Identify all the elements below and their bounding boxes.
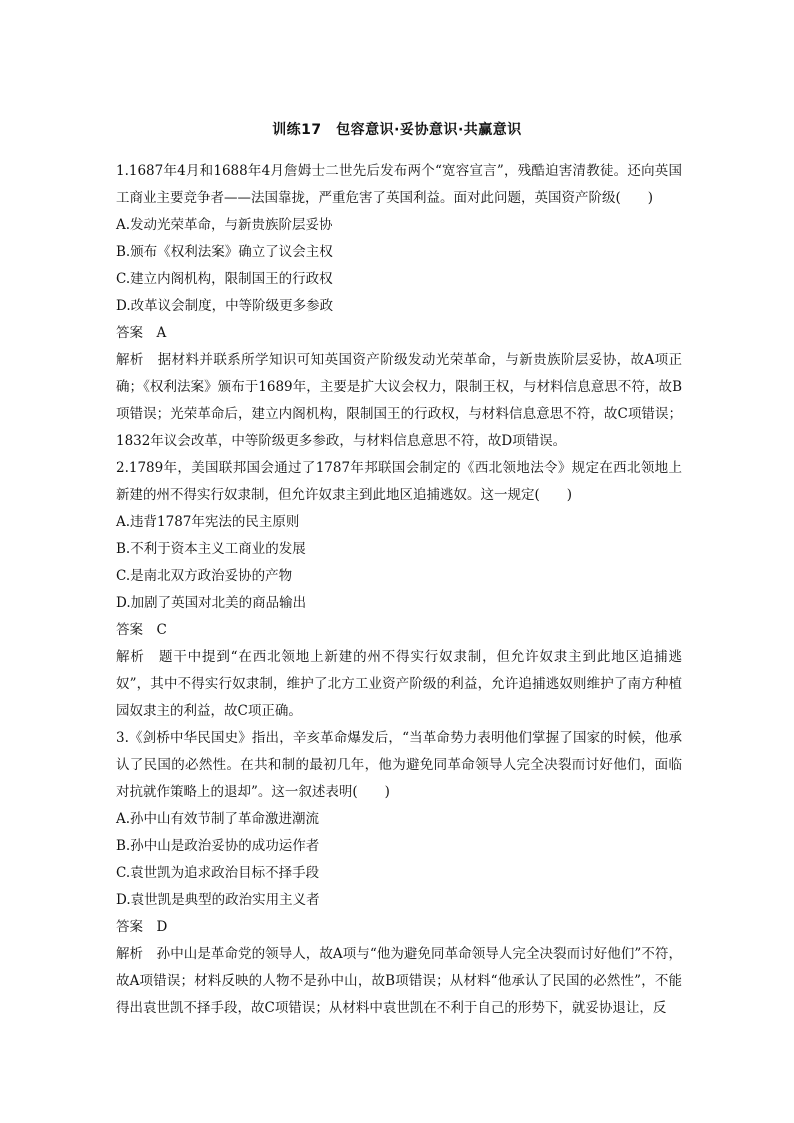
question-1-option-d: D.改革议会制度，中等阶级更多参政 <box>116 298 334 314</box>
question-2-option-c: C.是南北双方政治妥协的产物 <box>116 568 293 584</box>
question-1-analysis: 解析 据材料并联系所学知识可知英国资产阶级发动光荣革命，与新贵族阶层妥协，故A项正确；《权利法案》颁布于1689年，主要是扩大议会权力，限制王权，与材料信息意思不符，故B项错误；光荣革命后，建立内阁机构，限制国王的行政权，与材料信息意思不符，故C项错误；1832年议会改革，中等阶级更多参政，与材料信息意思不符，故D项错误。 <box>116 352 682 449</box>
question-3-option-c: C.袁世凯为追求政治目标不择手段 <box>116 865 320 881</box>
question-3-option-b: B.孙中山是政治妥协的成功运作者 <box>116 838 320 854</box>
question-3-option-d: D.袁世凯是典型的政治实用主义者 <box>116 892 320 908</box>
question-3-option-a: A.孙中山有效节制了革命激进潮流 <box>116 811 320 827</box>
question-list <box>116 158 682 1022</box>
question-1-option-a: A.发动光荣革命，与新贵族阶层妥协 <box>116 217 333 233</box>
question-2-option-a: A.违背1787年宪法的民主原则 <box>116 514 300 530</box>
question-3-analysis: 解析 孙中山是革命党的领导人，故A项与“他为避免同革命领导人完全决裂而讨好他们”不符，故A项错误；材料反映的人物不是孙中山，故B项错误；从材料“他承认了民国的必然性”，不能得出袁世凯不择手段，故C项错误；从材料中袁世凯在不利于自己的形势下，就妥协退让，反 <box>116 946 682 1016</box>
question-2-option-d: D.加剧了英国对北美的商品输出 <box>116 595 307 611</box>
question-1-option-c: C.建立内阁机构，限制国王的行政权 <box>116 271 333 287</box>
question-3-answer: 答案 D <box>116 919 168 935</box>
question-3-stem: 3.《剑桥中华民国史》指出，辛亥革命爆发后，“当革命势力表明他们掌握了国家的时候，他承认了民国的必然性。在共和制的最初几年，他为避免同革命领导人完全决裂而讨好他们，面临对抗就作策略上的退却”。这一叙述表明( ) <box>116 730 682 800</box>
question-1-option-b: B.颁布《权利法案》确立了议会主权 <box>116 244 333 260</box>
question-2-option-b: B.不利于资本主义工商业的发展 <box>116 541 306 557</box>
question-1-stem: 1.1687年4月和1688年4月詹姆士二世先后发布两个“宽容宣言”，残酷迫害清教徒。还向英国工商业主要竞争者——法国靠拢，严重危害了英国利益。面对此问题，英国资产阶级( ) <box>116 163 682 206</box>
question-2-stem: 2.1789年，美国联邦国会通过了1787年邦联国会制定的《西北领地法令》规定在西北领地上新建的州不得实行奴隶制，但允许奴隶主到此地区追捕逃奴。这一规定( ) <box>116 460 682 503</box>
question-2-analysis: 解析 题干中提到“在西北领地上新建的州不得实行奴隶制，但允许奴隶主到此地区追捕逃奴”，其中不得实行奴隶制，维护了北方工业资产阶级的利益，允许追捕逃奴则维护了南方种植园奴隶主的利益，故C项正确。 <box>116 649 682 719</box>
page-title: 训练17 包容意识·妥协意识·共赢意识 <box>272 122 522 138</box>
question-1-answer: 答案 A <box>116 325 167 341</box>
question-2-answer: 答案 C <box>116 622 167 638</box>
